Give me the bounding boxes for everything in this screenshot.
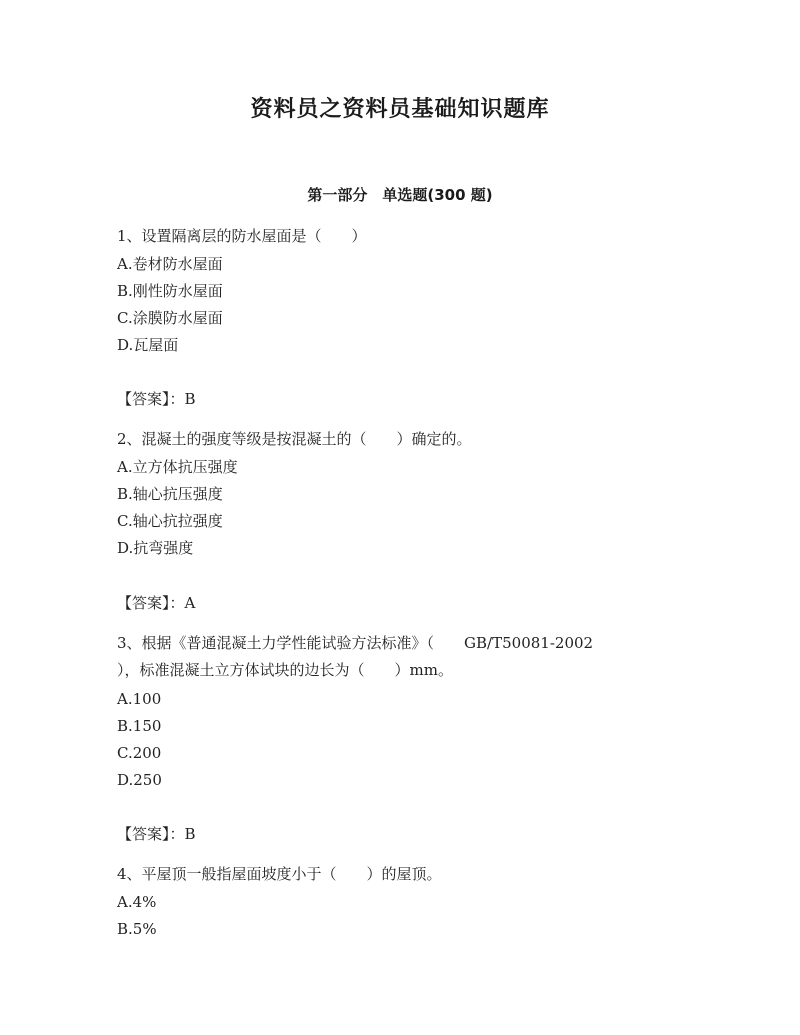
- option-c: C.200: [117, 744, 162, 762]
- question-stem: 4、平屋顶一般指屋面坡度小于（ ）的屋顶。: [117, 865, 442, 883]
- question-stem-continued: ），标准混凝土立方体试块的边长为（ ）mm。: [117, 661, 453, 679]
- option-b: B.轴心抗压强度: [117, 485, 223, 503]
- question-stem: 1、设置隔离层的防水屋面是（ ）: [117, 227, 367, 245]
- option-a: A.立方体抗压强度: [117, 458, 238, 476]
- option-b: B.150: [117, 717, 162, 735]
- section-title: 第一部分 单选题(300 题): [307, 186, 493, 204]
- option-c: C.轴心抗拉强度: [117, 512, 223, 530]
- question-stem: 2、混凝土的强度等级是按混凝土的（ ）确定的。: [117, 430, 472, 448]
- answer: 【答案】：A: [117, 594, 196, 612]
- option-c: C.涂膜防水屋面: [117, 309, 223, 327]
- option-b: B.5%: [117, 920, 157, 938]
- option-d: D.250: [117, 771, 162, 789]
- answer: 【答案】：B: [117, 825, 196, 843]
- answer: 【答案】：B: [117, 390, 196, 408]
- option-d: D.瓦屋面: [117, 336, 179, 354]
- option-a: A.4%: [117, 893, 157, 911]
- option-a: A.卷材防水屋面: [117, 255, 223, 273]
- option-b: B.刚性防水屋面: [117, 282, 223, 300]
- question-stem: 3、根据《普通混凝土力学性能试验方法标准》（ GB/T50081-2002: [117, 634, 594, 652]
- page-title: 资料员之资料员基础知识题库: [250, 97, 550, 122]
- option-d: D.抗弯强度: [117, 539, 194, 557]
- option-a: A.100: [117, 690, 162, 708]
